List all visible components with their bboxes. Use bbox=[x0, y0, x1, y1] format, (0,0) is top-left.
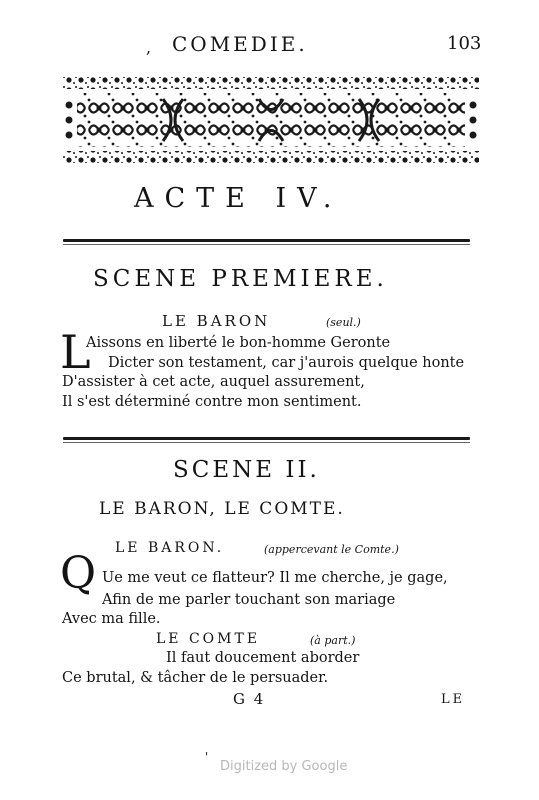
digitized-watermark: Digitized by Google bbox=[220, 759, 348, 774]
stage-direction-3: (à part.) bbox=[310, 634, 356, 647]
verse-line: Avec ma fille. bbox=[62, 611, 161, 627]
verse-line: Il faut doucement aborder bbox=[166, 650, 360, 666]
speaker-name-1: LE BARON bbox=[162, 312, 271, 330]
drop-cap-2: Q bbox=[60, 548, 97, 599]
scene-title-1: SCENE PREMIERE. bbox=[93, 266, 388, 292]
verse-line: Ce brutal, & tâcher de le persuader. bbox=[62, 670, 329, 686]
stray-mark: ' bbox=[205, 750, 209, 764]
running-head-mark: , bbox=[146, 38, 152, 57]
verse-line: Ue me veut ce flatteur? Il me cherche, je gage, bbox=[102, 570, 448, 586]
rule-divider-1 bbox=[63, 239, 470, 242]
scene-title-2: SCENE II. bbox=[173, 457, 320, 483]
speaker-name-3: LE COMTE bbox=[156, 631, 261, 647]
ornament-band bbox=[63, 75, 479, 165]
speaker-name-2: LE BARON. bbox=[115, 540, 225, 556]
stage-direction-1: (seul.) bbox=[326, 316, 361, 329]
running-title: COMEDIE. bbox=[172, 32, 308, 56]
catchword: LE bbox=[441, 692, 466, 707]
verse-line: Afin de me parler touchant son mariage bbox=[102, 592, 396, 608]
rule-divider-2 bbox=[63, 437, 470, 440]
scene-characters: LE BARON, LE COMTE. bbox=[99, 499, 345, 519]
verse-line: Aissons en liberté le bon-homme Geronte bbox=[86, 335, 391, 351]
drop-cap-1: L bbox=[60, 325, 91, 379]
signature-mark: G 4 bbox=[233, 690, 266, 708]
page-number: 103 bbox=[447, 33, 482, 54]
verse-line: D'assister à cet acte, auquel assurement, bbox=[62, 374, 365, 390]
stage-direction-2: (appercevant le Comte.) bbox=[264, 543, 399, 556]
verse-line: Dicter son testament, car j'aurois quelque honte bbox=[108, 355, 465, 371]
verse-line: Il s'est déterminé contre mon sentiment. bbox=[62, 394, 362, 410]
act-title: ACTE IV. bbox=[134, 183, 343, 214]
